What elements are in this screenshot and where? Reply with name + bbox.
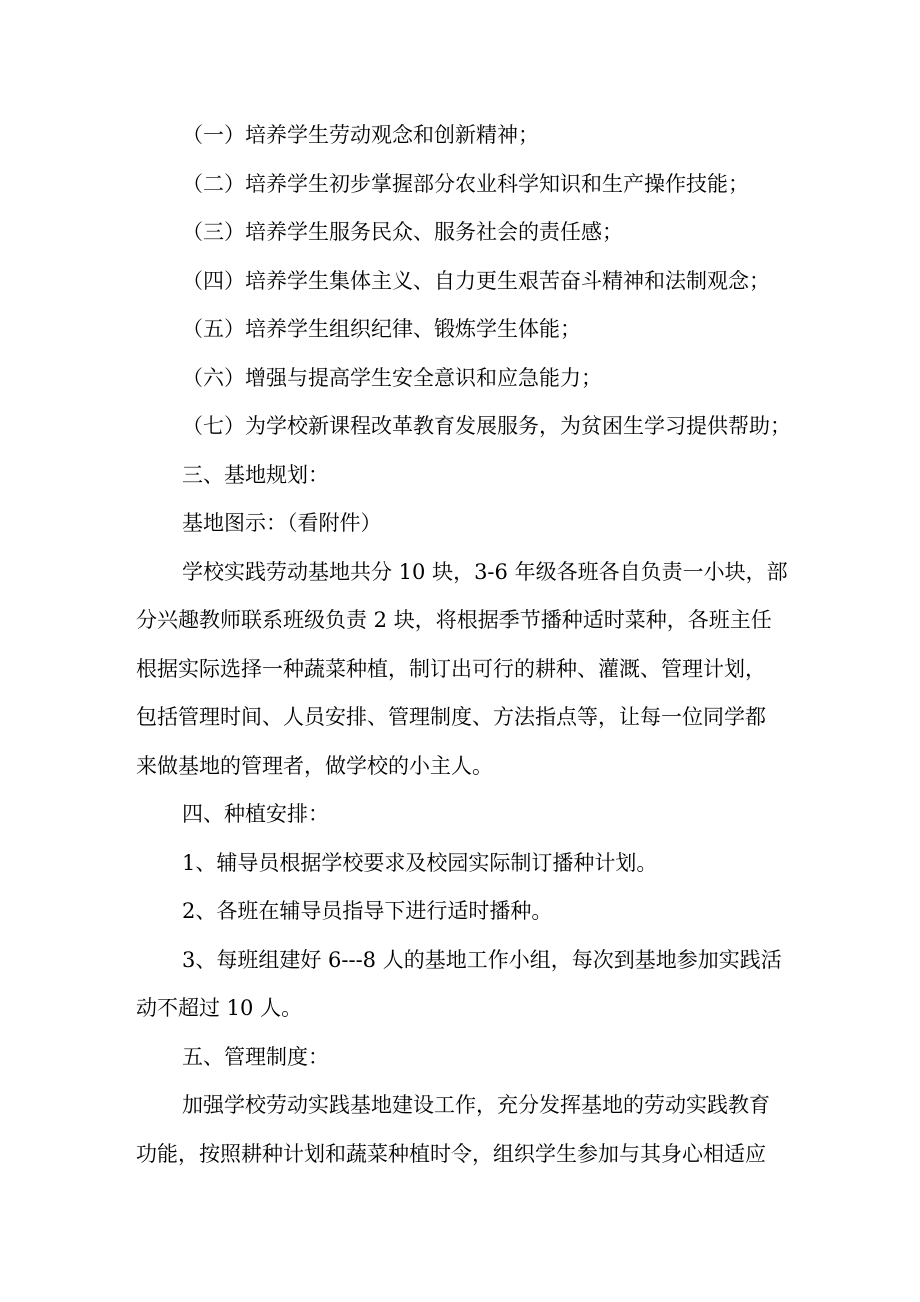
map-note: 基地图示：（看附件） [182, 511, 382, 535]
section3-para-line-3: 根据实际选择一种蔬菜种植，制订出可行的耕种、灌溉、管理计划， [136, 657, 766, 681]
section3-heading: 三、基地规划： [182, 463, 329, 487]
goal-item-6: （六）增强与提高学生安全意识和应急能力； [182, 366, 602, 390]
plan-item-2: 2、各班在辅导员指导下进行适时播种。 [182, 899, 553, 923]
section5-heading: 五、管理制度： [182, 1045, 329, 1069]
section3-para-line-2: 分兴趣教师联系班级负责 2 块，将根据季节播种适时菜种，各班主任 [136, 608, 772, 632]
section5-para-line-1: 加强学校劳动实践基地建设工作，充分发挥基地的劳动实践教育 [182, 1093, 770, 1117]
plan-item-1: 1、辅导员根据学校要求及校园实际制订播种计划。 [182, 851, 658, 875]
section3-para-line-5: 来做基地的管理者，做学校的小主人。 [136, 754, 493, 778]
goal-item-3: （三）培养学生服务民众、服务社会的责任感； [182, 220, 623, 244]
section4-heading: 四、种植安排： [182, 802, 329, 826]
goal-item-7: （七）为学校新课程改革教育发展服务，为贫困生学习提供帮助； [182, 414, 791, 438]
section5-para-line-2: 功能，按照耕种计划和蔬菜种植时令，组织学生参加与其身心相适应 [136, 1142, 766, 1166]
goal-item-2: （二）培养学生初步掌握部分农业科学知识和生产操作技能； [182, 172, 749, 196]
goal-item-4: （四）培养学生集体主义、自力更生艰苦奋斗精神和法制观念； [182, 269, 770, 293]
goal-item-5: （五）培养学生组织纪律、锻炼学生体能； [182, 317, 581, 341]
goal-item-1: （一）培养学生劳动观念和创新精神； [182, 123, 539, 147]
plan-item-3-line-2: 动不超过 10 人。 [136, 996, 303, 1020]
plan-item-3-line-1: 3、每班组建好 6---8 人的基地工作小组，每次到基地参加实践活 [182, 948, 782, 972]
section3-para-line-4: 包括管理时间、人员安排、管理制度、方法指点等，让每一位同学都 [136, 705, 766, 729]
section3-para-line-1: 学校实践劳动基地共分 10 块，3-6 年级各班各自负责一小块，部 [182, 560, 788, 584]
